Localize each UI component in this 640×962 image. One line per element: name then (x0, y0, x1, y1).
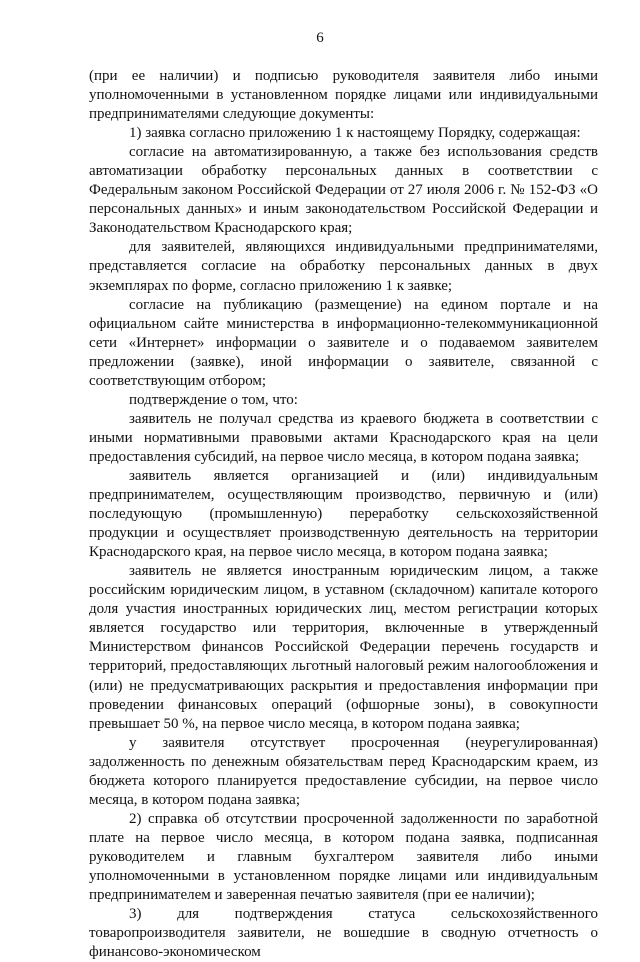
paragraph: согласие на автоматизированную, а также без использования средств автоматизации обработку персональных данных в соответствии с Федеральным законом Российской Федерации от 27 июля 2006 г. № 152-ФЗ «О персональных данных» и иным законодательством Российской Федерации и Законодательством Краснодарского края; (89, 144, 598, 237)
paragraph: заявитель не получал средства из краевого бюджета в соответствии с иными нормативными правовыми актами Краснодарского края на цели предоставления субсидий, на первое число месяца, в котором подана заявка; (89, 410, 598, 465)
paragraph: 1) заявка согласно приложению 1 к настоящему Порядку, содержащая: (129, 125, 581, 142)
paragraph: 3) для подтверждения статуса сельскохозяйственного товаропроизводителя заявители, не вошедшие в сводную отчетность о финансово-экономическом (89, 906, 598, 961)
page-number: 6 (316, 30, 324, 46)
paragraph: для заявителей, являющихся индивидуальными предпринимателями, представляется согласие на обработку персональных данных в двух экземплярах по форме, согласно приложению 1 к заявке; (89, 239, 598, 294)
paragraph: заявитель является организацией и (или) индивидуальным предпринимателем, осуществляющим производство, первичную и (или) последующую (промышленную) переработку сельскохозяйственной продукции и осуществляет производственную деятельность на территории Краснодарского края, на первое число месяца, в котором подана заявка; (89, 467, 598, 561)
paragraph: согласие на публикацию (размещение) на едином портале и на официальном сайте министерства в информационно-телекоммуникационной сети «Интернет» информации о заявителе и о подаваемом заявителем предложении (заявке), иной информации о заявителе, связанной с соответствующим отбором; (89, 296, 598, 389)
paragraph: у заявителя отсутствует просроченная (неурегулированная) задолженность по денежным обязательствам перед Краснодарским краем, из бюджета которого планируется предоставление субсидии, на первое число месяца, в котором подана заявка; (89, 734, 598, 808)
paragraph: 2) справка об отсутствии просроченной задолженности по заработной плате на первое число месяца, в котором подана заявка, подписанная руководителем и главным бухгалтером заявителя либо иными уполномоченными в установленном порядке лицами или индивидуальным предпринимателем и заверенная печатью заявителя (при ее наличии); (89, 810, 598, 904)
document-body (89, 67, 598, 962)
paragraph: подтверждение о том, что: (129, 391, 298, 408)
paragraph: (при ее наличии) и подписью руководителя заявителя либо иными уполномоченными в установленном порядке лицами или индивидуальными предпринимателями следующие документы: (89, 68, 598, 123)
paragraph: заявитель не является иностранным юридическим лицом, а также российским юридическим лицом, в уставном (складочном) капитале которого доля участия иностранных юридических лиц, местом регистрации которых является государство или территория, включенные в утвержденный Министерством финансов Российской Федерации перечень государств и территорий, предоставляющих льготный налоговый режим налогообложения и (или) не предусматривающих раскрытия и предоставления информации при проведении финансовых операций (офшорные зоны), в совокупности превышает 50 %, на первое число месяца, в котором подана заявка; (89, 563, 598, 732)
